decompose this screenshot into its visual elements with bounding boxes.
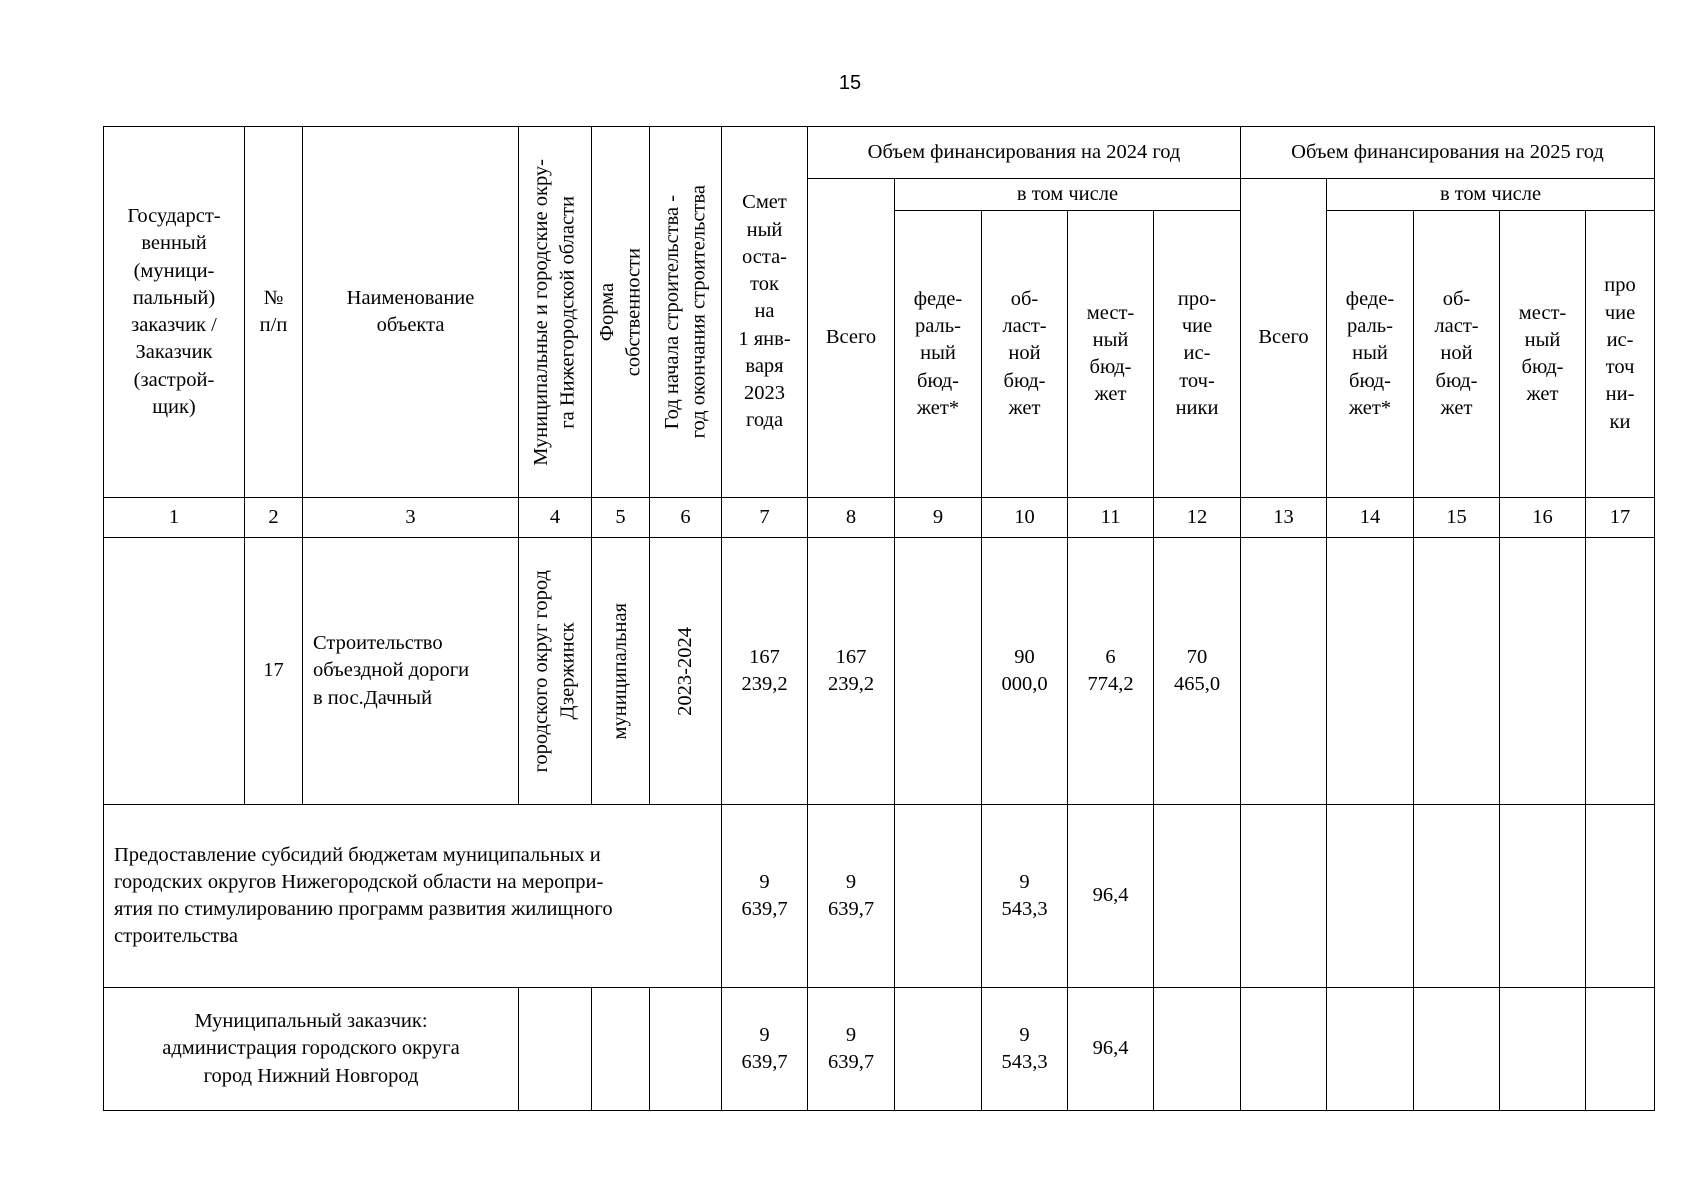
cell-regional-2025 (1414, 805, 1500, 988)
cell-local-2024: 96,4 (1068, 805, 1154, 988)
cell-federal-2024 (895, 988, 982, 1111)
header-municipalities: Муниципальные и городские окру- га Нижегородской области (519, 127, 592, 498)
column-number: 12 (1154, 498, 1241, 538)
cell-other-2025 (1586, 538, 1655, 805)
cell-local-2024: 96,4 (1068, 988, 1154, 1111)
column-number: 10 (982, 498, 1068, 538)
header-funding-2024: Объем финансирования на 2024 год (808, 127, 1241, 179)
cell-other-2024 (1154, 805, 1241, 988)
column-number: 4 (519, 498, 592, 538)
header-other-2024: про- чие ис- точ- ники (1154, 211, 1241, 498)
column-number: 2 (245, 498, 303, 538)
header-including-2025: в том числе (1327, 179, 1655, 211)
cell-total-2025 (1241, 805, 1327, 988)
cell-years: 2023-2024 (650, 538, 722, 805)
cell-number: 17 (245, 538, 303, 805)
cell-ownership (592, 988, 650, 1111)
cell-object-name: Строительство объездной дороги в пос.Дачный (303, 538, 519, 805)
cell-estimate-balance: 9 639,7 (722, 805, 808, 988)
column-number: 11 (1068, 498, 1154, 538)
column-number: 16 (1500, 498, 1586, 538)
cell-municipal-customer-description: Муниципальный заказчик: администрация городского округа город Нижний Новгород (104, 988, 519, 1111)
cell-other-2024: 70 465,0 (1154, 538, 1241, 805)
header-years: Год начала строительства - год окончания строительства (650, 127, 722, 498)
header-ownership: Форма собственности (592, 127, 650, 498)
cell-local-2025 (1500, 538, 1586, 805)
cell-total-2025 (1241, 538, 1327, 805)
cell-estimate-balance: 9 639,7 (722, 988, 808, 1111)
header-local-2025: мест- ный бюд- жет (1500, 211, 1586, 498)
header-estimate-balance: Смет ный оста- ток на 1 янв- варя 2023 года (722, 127, 808, 498)
cell-federal-2025 (1327, 538, 1414, 805)
cell-years (650, 988, 722, 1111)
cell-estimate-balance: 167 239,2 (722, 538, 808, 805)
column-number: 15 (1414, 498, 1500, 538)
cell-regional-2025 (1414, 538, 1500, 805)
column-number: 9 (895, 498, 982, 538)
page-number: 15 (838, 72, 862, 94)
header-number: № п/п (245, 127, 303, 498)
column-number: 17 (1586, 498, 1655, 538)
header-regional-2024: об- ласт- ной бюд- жет (982, 211, 1068, 498)
funding-table (103, 126, 1655, 1111)
cell-federal-2025 (1327, 805, 1414, 988)
header-regional-2025: об- ласт- ной бюд- жет (1414, 211, 1500, 498)
cell-other-2025 (1586, 805, 1655, 988)
cell-federal-2024 (895, 538, 982, 805)
cell-regional-2024: 9 543,3 (982, 805, 1068, 988)
table-row-object-17 (104, 538, 1655, 805)
cell-other-2025 (1586, 988, 1655, 1111)
column-number-row (104, 498, 1655, 538)
cell-local-2025 (1500, 805, 1586, 988)
header-other-2025: про чие ис- точ ни- ки (1586, 211, 1655, 498)
column-number: 14 (1327, 498, 1414, 538)
header-federal-2024: феде- раль- ный бюд- жет* (895, 211, 982, 498)
cell-ownership: муниципальная (592, 538, 650, 805)
cell-local-2024: 6 774,2 (1068, 538, 1154, 805)
table-row-municipal-customer (104, 988, 1655, 1111)
header-funding-2025: Объем финансирования на 2025 год (1241, 127, 1655, 179)
cell-total-2024: 9 639,7 (808, 805, 895, 988)
cell-federal-2025 (1327, 988, 1414, 1111)
header-total-2024: Всего (808, 179, 895, 498)
header-local-2024: мест- ный бюд- жет (1068, 211, 1154, 498)
column-number: 13 (1241, 498, 1327, 538)
cell-municipality (519, 988, 592, 1111)
header-total-2025: Всего (1241, 179, 1327, 498)
column-number: 1 (104, 498, 245, 538)
cell-federal-2024 (895, 805, 982, 988)
cell-regional-2024: 9 543,3 (982, 988, 1068, 1111)
header-object-name: Наименование объекта (303, 127, 519, 498)
column-number: 3 (303, 498, 519, 538)
cell-customer (104, 538, 245, 805)
cell-total-2024: 167 239,2 (808, 538, 895, 805)
header-federal-2025: феде- раль- ный бюд- жет* (1327, 211, 1414, 498)
cell-total-2024: 9 639,7 (808, 988, 895, 1111)
table-row-subsidy (104, 805, 1655, 988)
cell-other-2024 (1154, 988, 1241, 1111)
column-number: 8 (808, 498, 895, 538)
cell-local-2025 (1500, 988, 1586, 1111)
cell-subsidy-description: Предоставление субсидий бюджетам муниципальных и городских округов Нижегородской области на меропри- ятия по стимулированию программ развития жилищного строительства (104, 805, 722, 988)
cell-regional-2025 (1414, 988, 1500, 1111)
column-number: 6 (650, 498, 722, 538)
header-including-2024: в том числе (895, 179, 1241, 211)
column-number: 5 (592, 498, 650, 538)
cell-total-2025 (1241, 988, 1327, 1111)
cell-regional-2024: 90 000,0 (982, 538, 1068, 805)
header-customer: Государст- венный (муници- пальный) заказчик / Заказчик (застрой- щик) (104, 127, 245, 498)
column-number: 7 (722, 498, 808, 538)
header-row-1 (104, 127, 1655, 179)
cell-municipality: городского округ город Дзержинск (519, 538, 592, 805)
